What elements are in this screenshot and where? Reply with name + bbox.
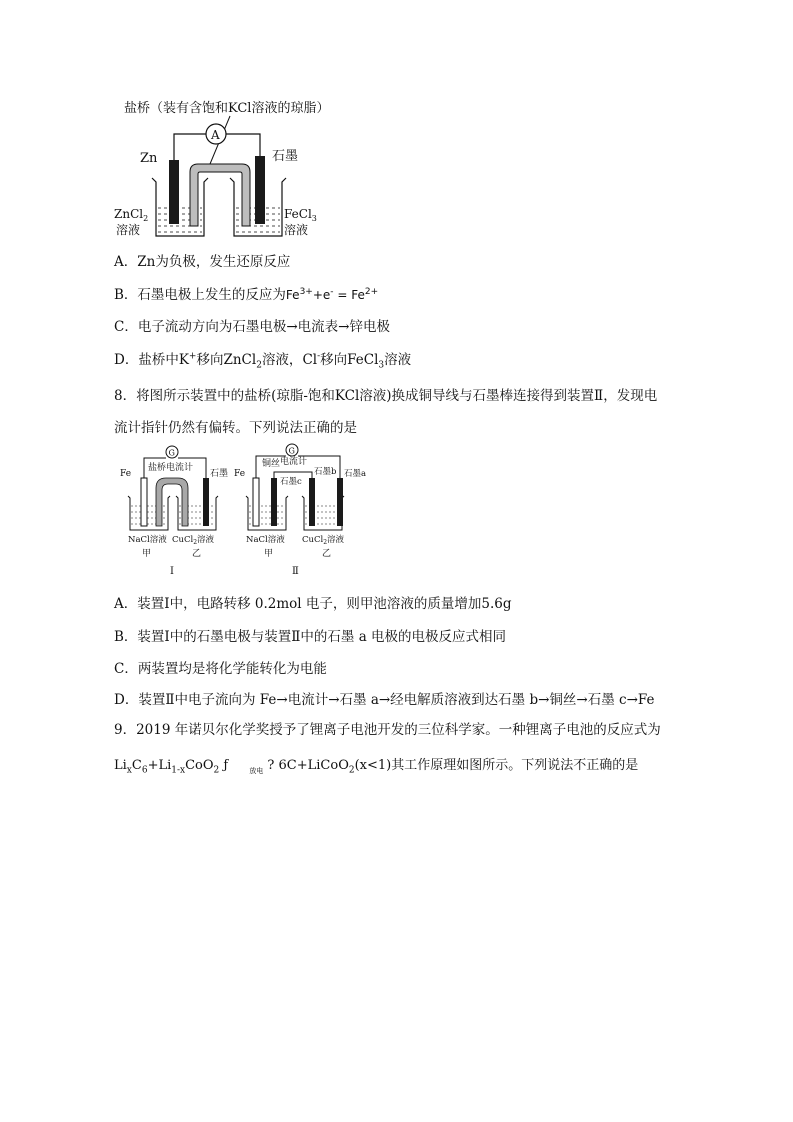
device-i-left-beaker	[128, 496, 170, 530]
device-ii-graphite-c	[271, 478, 277, 526]
q9-stem-line1: 9．2019 年诺贝尔化学奖授予了锂离子电池开发的三位科学家。一种锂离子电池的反应式为	[114, 722, 661, 738]
q8-option-b: B．装置Ⅰ中的石墨电极与装置Ⅱ中的石墨 a 电极的电极反应式相同	[114, 629, 507, 645]
ammeter-symbol: A	[211, 128, 220, 142]
device-ii-jia: 甲	[264, 549, 274, 559]
device-i-graphite-label: 石墨	[210, 469, 229, 479]
q8-stem-line2: 流计指针仍然有偏转。下列说法正确的是	[114, 420, 357, 436]
device-i-label: Ⅰ	[170, 566, 174, 577]
right-solution-word: 溶液	[284, 223, 309, 237]
device-i-yi: 乙	[192, 549, 202, 559]
device-i-salt-bridge	[156, 478, 188, 526]
q8-option-a: A．装置Ⅰ中，电路转移 0.2mol 电子，则甲池溶液的质量增加5.6g	[114, 596, 512, 612]
q7-option-a: A．Zn为负极，发生还原反应	[114, 254, 291, 270]
left-solution-word: 溶液	[116, 223, 141, 237]
q7-option-b: B．石墨电极上发生的反应为$Fe^{3+}+e^- = Fe^{2+}$	[114, 287, 379, 303]
external-wire-right	[226, 134, 260, 158]
device-i-bridge-label: 盐桥电流计	[148, 463, 194, 473]
device-ii-label: Ⅱ	[292, 566, 299, 577]
device-ii-graphite-b	[309, 478, 315, 526]
figure-zn-graphite-cell	[112, 96, 372, 246]
salt-bridge-label: 盐桥（装有含饱和KCl溶液的琼脂）	[124, 101, 330, 116]
device-ii-graphite-a-label: 石墨a	[344, 469, 367, 479]
q7-option-d: D．盐桥中K+移向ZnCl$_2$溶液，Cl-移向FeCl$_3$溶液	[114, 351, 412, 371]
graphite-label: 石墨	[272, 149, 299, 164]
device-ii-left-beaker	[246, 496, 288, 530]
q9-reaction-line: $Li_xC_6+Li_{1-x}CoO_2$ ƒ $_{放电}$ ? 6C+LiCoO$_2$(x<1)其工作原理如图所示。下列说法不正确的是	[114, 758, 639, 776]
device-i-cucl-label: CuCl$_2$溶液	[172, 535, 215, 546]
device-ii-graphite-a	[337, 478, 343, 526]
device-ii-graphite-b-label: 石墨b	[314, 467, 337, 477]
device-i-fe-label: Fe	[120, 469, 132, 479]
device-ii-nacl-label: NaCl溶液	[246, 535, 285, 545]
q8-option-c: C．两装置均是将化学能转化为电能	[114, 661, 327, 677]
device-ii-solution	[249, 506, 341, 524]
discharge-label: 放电	[249, 767, 264, 775]
device-ii-yi: 乙	[322, 549, 332, 559]
device-i-graphite-electrode	[203, 478, 209, 526]
device-i-jia: 甲	[142, 549, 152, 559]
zinc-electrode	[169, 160, 179, 224]
device-ii-cucl-label: CuCl$_2$溶液	[302, 535, 345, 546]
salt-bridge	[190, 164, 250, 226]
figure-devices-i-ii	[114, 442, 374, 582]
left-solution-label: ZnCl$_2$	[114, 207, 149, 223]
device-ii-meter-label: 电流计	[280, 457, 308, 467]
graphite-electrode	[255, 156, 265, 224]
q8-option-d: D．装置Ⅱ中电子流向为 Fe→电流计→石墨 a→经电解质溶液到达石墨 b→铜丝→石墨 c→Fe	[114, 692, 655, 708]
device-i-nacl-label: NaCl溶液	[128, 535, 167, 545]
galvanometer-ii-symbol: G	[288, 446, 295, 456]
device-i-fe-electrode	[141, 478, 147, 526]
device-ii-fe-label: Fe	[234, 469, 246, 479]
device-ii-fe-electrode	[253, 478, 259, 526]
galvanometer-i-symbol: G	[168, 448, 175, 458]
zn-label: Zn	[140, 151, 158, 166]
device-ii-graphite-c-label: 石墨c	[280, 477, 302, 487]
device-ii-cu-label: 铜丝	[262, 459, 281, 469]
q8-stem-line1: 8．将图所示装置中的盐桥(琼脂-饱和KCl溶液)换成铜导线与石墨棒连接得到装置Ⅱ，发现电	[114, 388, 658, 404]
garbled-arrow: ƒ	[223, 758, 229, 773]
left-beaker	[152, 178, 208, 236]
q7-option-c: C．电子流动方向为石墨电极→电流表→锌电极	[114, 319, 390, 335]
right-solution-label: FeCl$_3$	[284, 207, 317, 223]
